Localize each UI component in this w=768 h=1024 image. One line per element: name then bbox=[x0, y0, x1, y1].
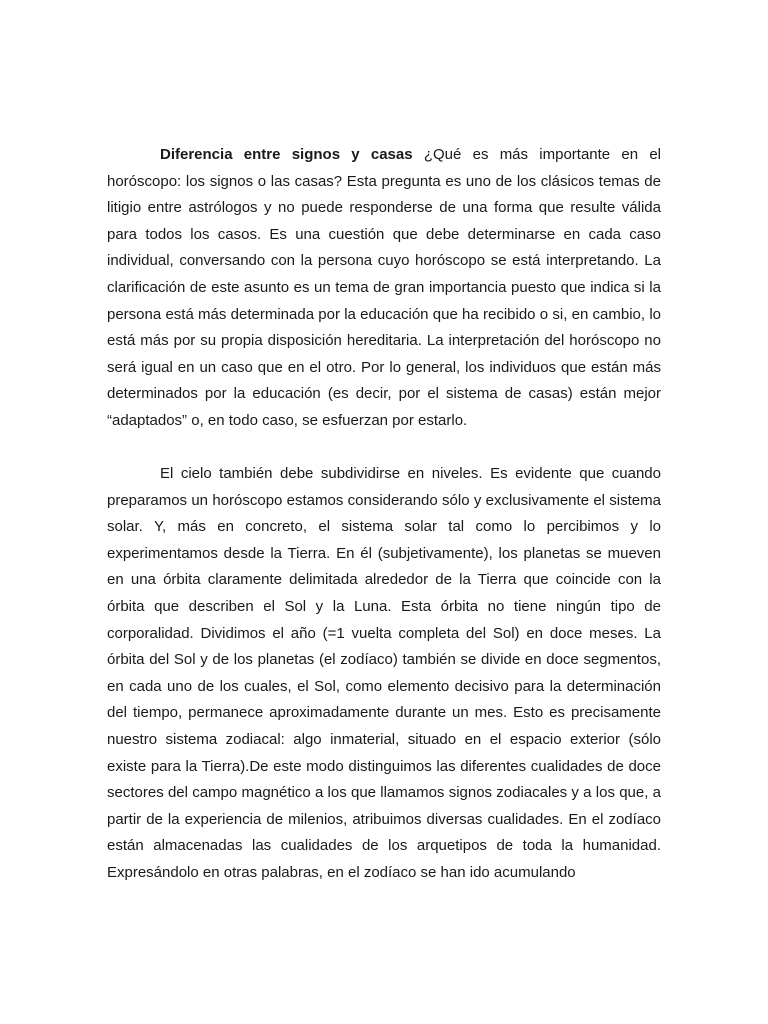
paragraph-2-text: El cielo también debe subdividirse en niveles. Es evidente que cuando preparamos un horóscopo estamos considerando sólo y exclusivamente el sistema solar. Y, más en concreto, el sistema solar tal como lo percibimos y lo experimentamos desde la Tierra. En él (subjetivamente), los planetas se mueven en una órbita claramente delimitada alrededor de la Tierra que coincide con la órbita que describen el Sol y la Luna. Esta órbita no tiene ningún tipo de corporalidad. Dividimos el año (=1 vuelta completa del Sol) en doce meses. La órbita del Sol y de los planetas (el zodíaco) también se divide en doce segmentos, en cada uno de los cuales, el Sol, como elemento decisivo para la determinación del tiempo, permanece aproximadamente durante un mes. Esto es precisamente nuestro sistema zodiacal: algo inmaterial, situado en el espacio exterior (sólo existe para la Tierra).De este modo distinguimos las diferentes cualidades de doce sectores del campo magnético a los que llamamos signos zodiacales y a los que, a partir de la experiencia de milenios, atribuimos diversas cualidades. En el zodíaco están almacenadas las cualidades de los arquetipos de toda la humanidad. Expresándolo en otras palabras, en el zodíaco se han ido acumulando bbox=[107, 465, 661, 881]
paragraph-1 bbox=[107, 142, 661, 435]
paragraph-2 bbox=[107, 461, 661, 887]
paragraph-1-text: ¿Qué es más importante en el horóscopo: los signos o las casas? Esta pregunta es uno de los clásicos temas de litigio entre astrólogos y no puede responderse de una forma que resulte válida para todos los casos. Es una cuestión que debe determinarse en cada caso individual, conversando con la persona cuyo horóscopo se está interpretando. La clarificación de este asunto es un tema de gran importancia puesto que indica si la persona está más determinada por la educación que ha recibido o si, en cambio, lo está más por su propia disposición hereditaria. La interpretación del horóscopo no será igual en un caso que en el otro. Por lo general, los individuos que están más determinados por la educación (es decir, por el sistema de casas) están mejor “adaptados” o, en todo caso, se esfuerzan por estarlo. bbox=[107, 146, 661, 429]
paragraph-1-content bbox=[107, 142, 661, 435]
section-heading: Diferencia entre signos y casas bbox=[160, 146, 413, 163]
